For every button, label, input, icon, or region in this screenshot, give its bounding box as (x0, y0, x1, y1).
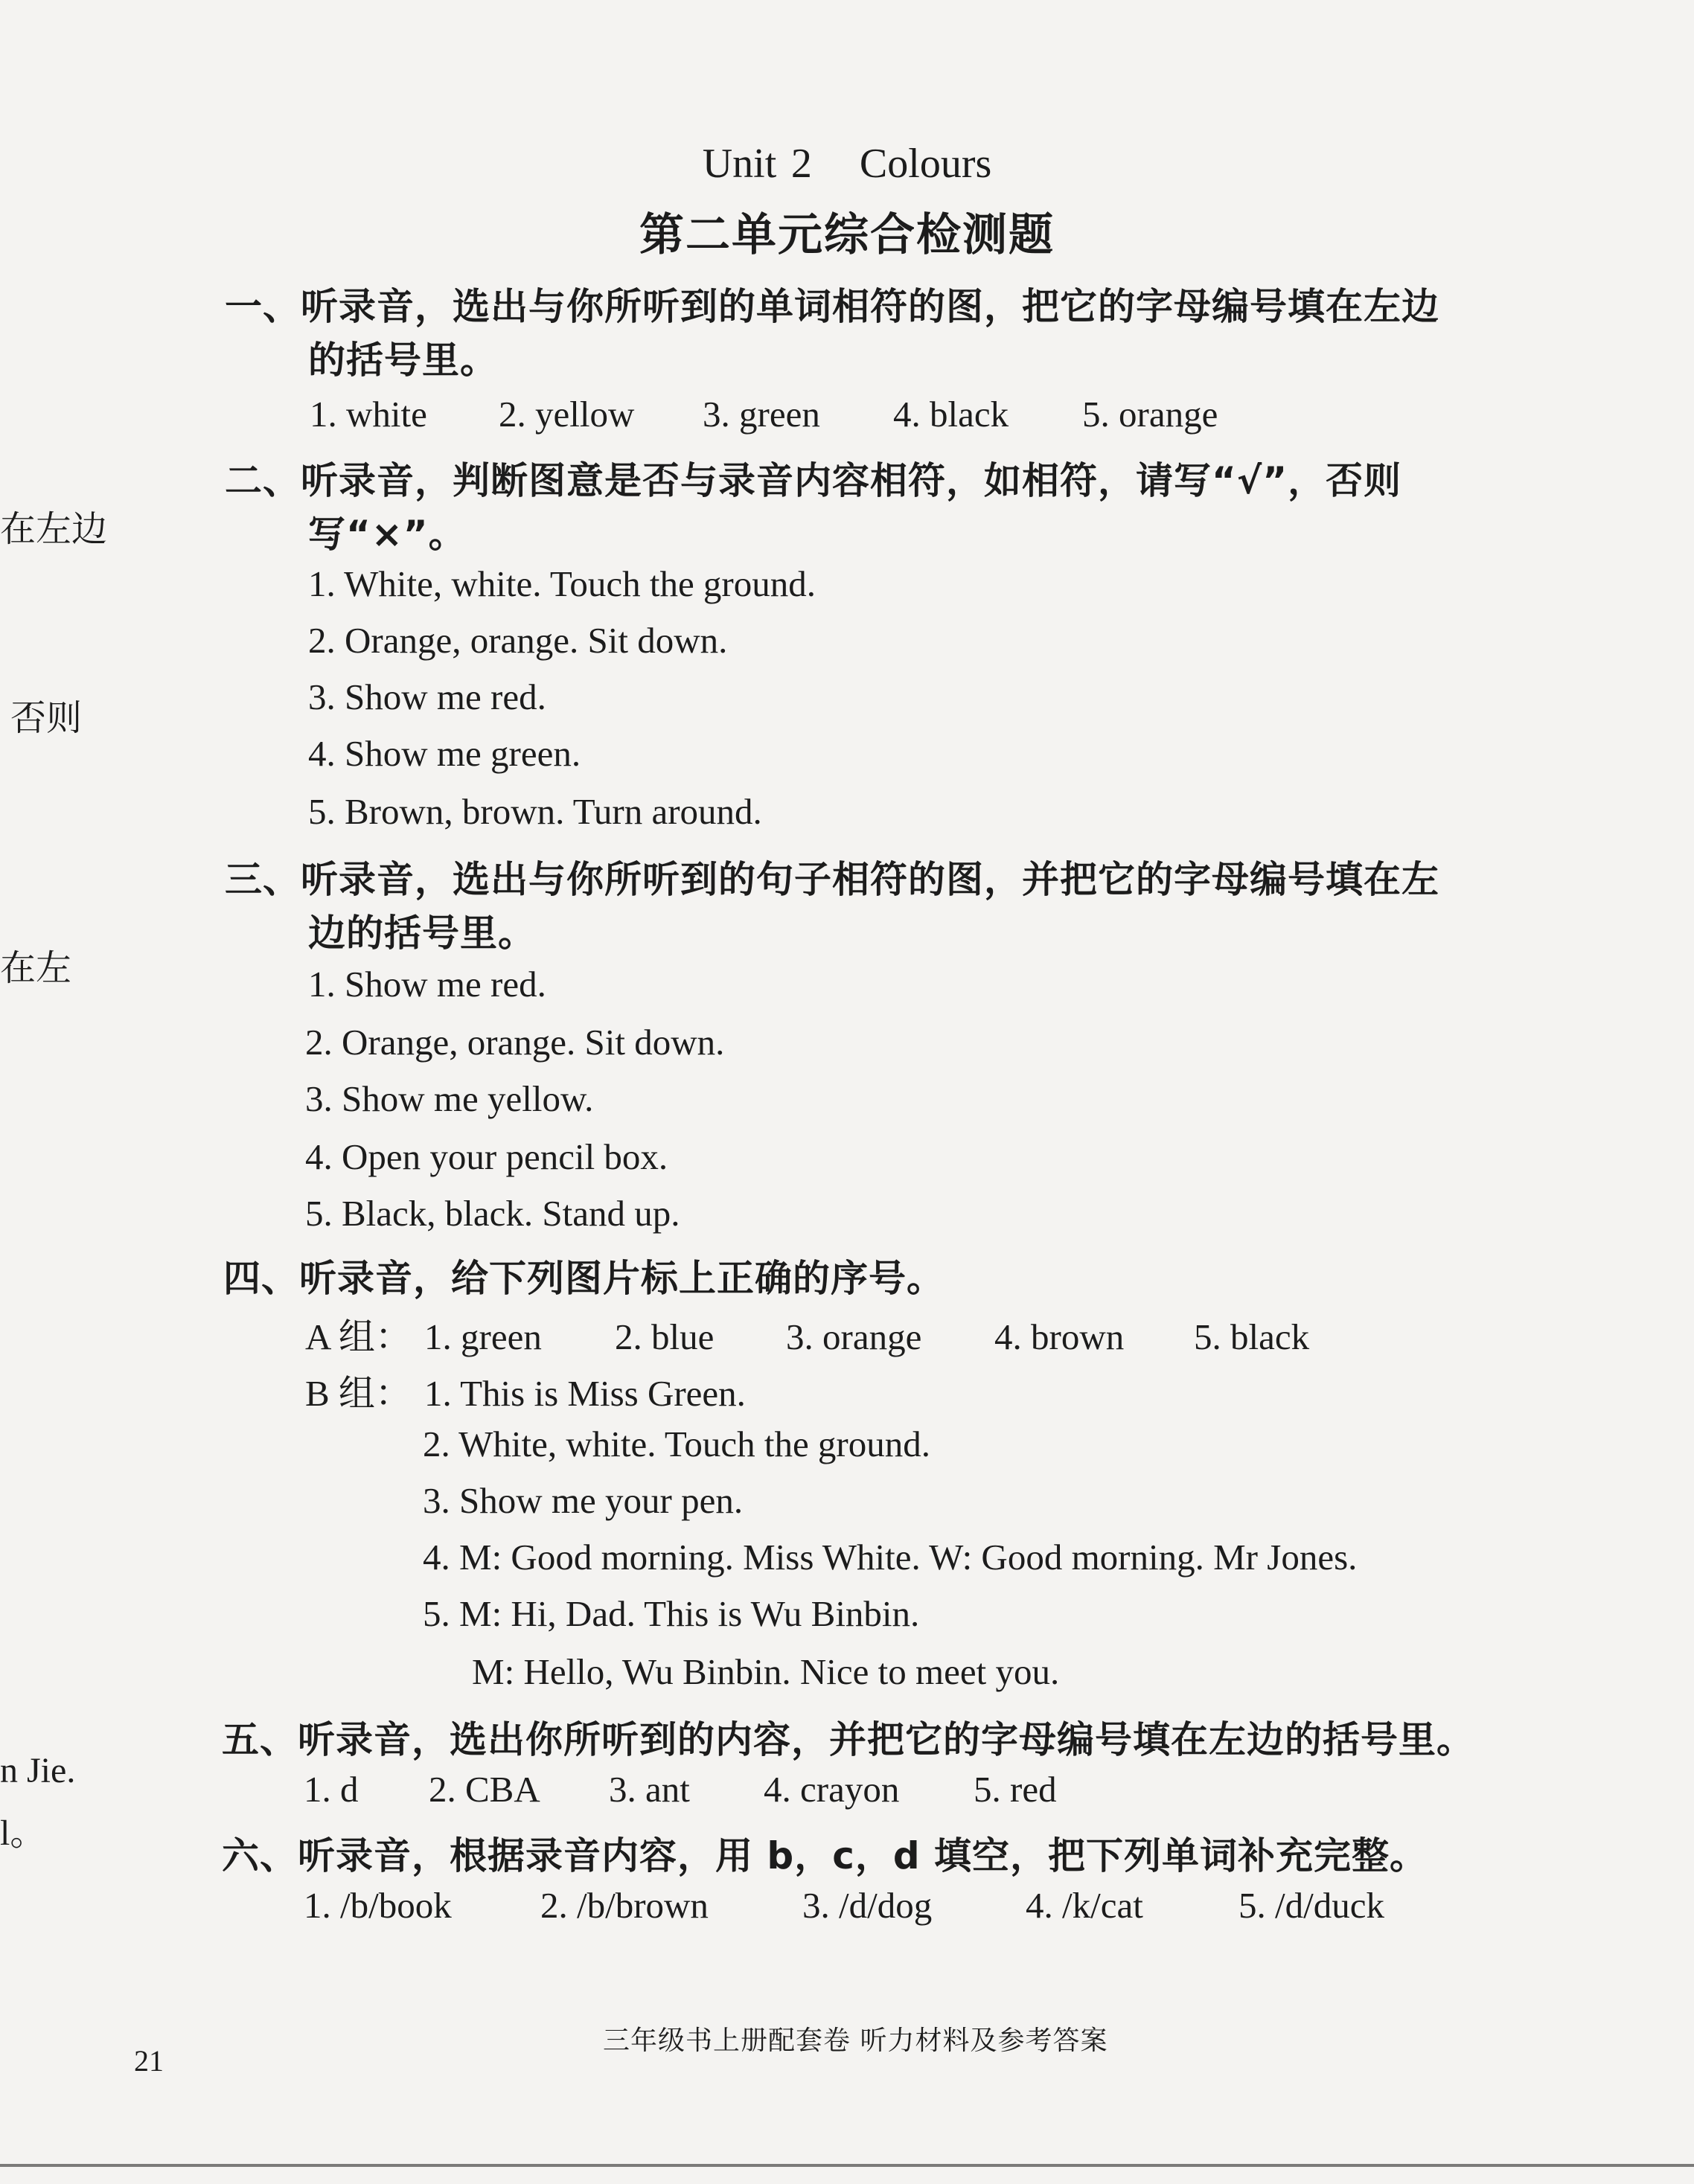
section-2-item-1: 1. White, white. Touch the ground. (308, 563, 816, 604)
section-2-item-4: 4. Show me green. (308, 733, 581, 774)
answer-item: 3. ant (609, 1769, 690, 1810)
group-b-item-5-cont: M: Hello, Wu Binbin. Nice to meet you. (472, 1651, 1060, 1692)
answer-item: 2. /b/brown (540, 1885, 709, 1926)
answer-item: 4. /k/cat (1026, 1885, 1143, 1926)
answer-item: 5. black (1194, 1316, 1310, 1357)
answer-item: 1. /b/book (304, 1885, 452, 1926)
test-title: 第二单元综合检测题 (639, 209, 1055, 261)
answer-item: 1. green (424, 1316, 542, 1357)
section-2-item-2: 2. Orange, orange. Sit down. (308, 620, 728, 661)
group-b-item-3: 3. Show me your pen. (423, 1480, 744, 1521)
answer-item: 1. white (310, 394, 427, 435)
section-3-item-5: 5. Black, black. Stand up. (305, 1193, 680, 1234)
section-3-item-2: 2. Orange, orange. Sit down. (305, 1022, 725, 1063)
section-6-answers (304, 1884, 1384, 1927)
margin-fragment-1: 在左边 (0, 508, 108, 550)
section-1-heading-cont: 的括号里。 (308, 339, 498, 382)
margin-fragment-4: n Jie. (0, 1751, 76, 1790)
section-3-item-1: 1. Show me red. (308, 964, 546, 1005)
group-b-label: B 组： (305, 1373, 412, 1414)
section-3-heading-cont: 边的括号里。 (308, 912, 536, 955)
unit-number: Unit 2 (702, 141, 812, 187)
section-4-heading: 四、听录音，给下列图片标上正确的序号。 (223, 1257, 945, 1300)
answer-item: 1. d (304, 1769, 359, 1810)
group-b-item-5: 5. M: Hi, Dad. This is Wu Binbin. (423, 1593, 920, 1634)
answer-item: 4. crayon (764, 1769, 900, 1810)
group-b-item-1: 1. This is Miss Green. (424, 1373, 746, 1414)
answer-item: 4. black (893, 394, 1009, 435)
unit-title (0, 140, 1694, 188)
margin-fragment-2: 否则 (10, 697, 83, 739)
section-1-answers (310, 393, 1218, 435)
answer-item: 3. /d/dog (802, 1885, 933, 1926)
answer-item: 2. blue (615, 1316, 715, 1357)
section-4-group-a (305, 1308, 1309, 1360)
section-2-item-5: 5. Brown, brown. Turn around. (308, 791, 762, 832)
answer-item: 5. /d/duck (1238, 1885, 1384, 1926)
section-2-item-3: 3. Show me red. (308, 676, 546, 717)
answer-item: 5. red (974, 1769, 1057, 1810)
unit-name: Colours (859, 141, 992, 187)
section-5-answers (304, 1768, 1057, 1810)
group-a-label: A 组： (305, 1316, 412, 1357)
group-b-item-4: 4. M: Good morning. Miss White. W: Good morning. Mr Jones. (423, 1537, 1358, 1578)
answer-item: 3. orange (786, 1316, 922, 1357)
section-2-heading: 二、听录音，判断图意是否与录音内容相符，如相符，请写“√”，否则 (225, 459, 1402, 502)
footer-text: 三年级书上册配套卷 听力材料及参考答案 (603, 2026, 1108, 2056)
answer-item: 3. green (703, 394, 820, 435)
section-3-item-4: 4. Open your pencil box. (305, 1136, 668, 1177)
section-1-heading: 一、听录音，选出与你所听到的单词相符的图，把它的字母编号填在左边 (225, 285, 1439, 328)
bottom-rule (0, 2164, 1694, 2167)
section-6-heading: 六、听录音，根据录音内容，用 b，c，d 填空，把下列单词补充完整。 (222, 1834, 1428, 1877)
section-2-heading-cont: 写“×”。 (308, 513, 467, 556)
answer-item: 5. orange (1082, 394, 1218, 435)
answer-item: 2. yellow (499, 394, 635, 435)
margin-fragment-3: 在左 (0, 947, 72, 989)
group-b-item-2: 2. White, white. Touch the ground. (423, 1424, 931, 1464)
section-4-group-b (305, 1365, 746, 1417)
answer-item: 2. CBA (429, 1769, 540, 1810)
page-number: 21 (134, 2044, 164, 2078)
section-3-item-3: 3. Show me yellow. (305, 1078, 594, 1119)
section-3-heading: 三、听录音，选出与你所听到的句子相符的图，并把它的字母编号填在左 (225, 858, 1439, 901)
section-5-heading: 五、听录音，选出你所听到的内容，并把它的字母编号填在左边的括号里。 (222, 1718, 1474, 1761)
margin-fragment-5: l。 (0, 1813, 46, 1853)
answer-item: 4. brown (994, 1316, 1125, 1357)
